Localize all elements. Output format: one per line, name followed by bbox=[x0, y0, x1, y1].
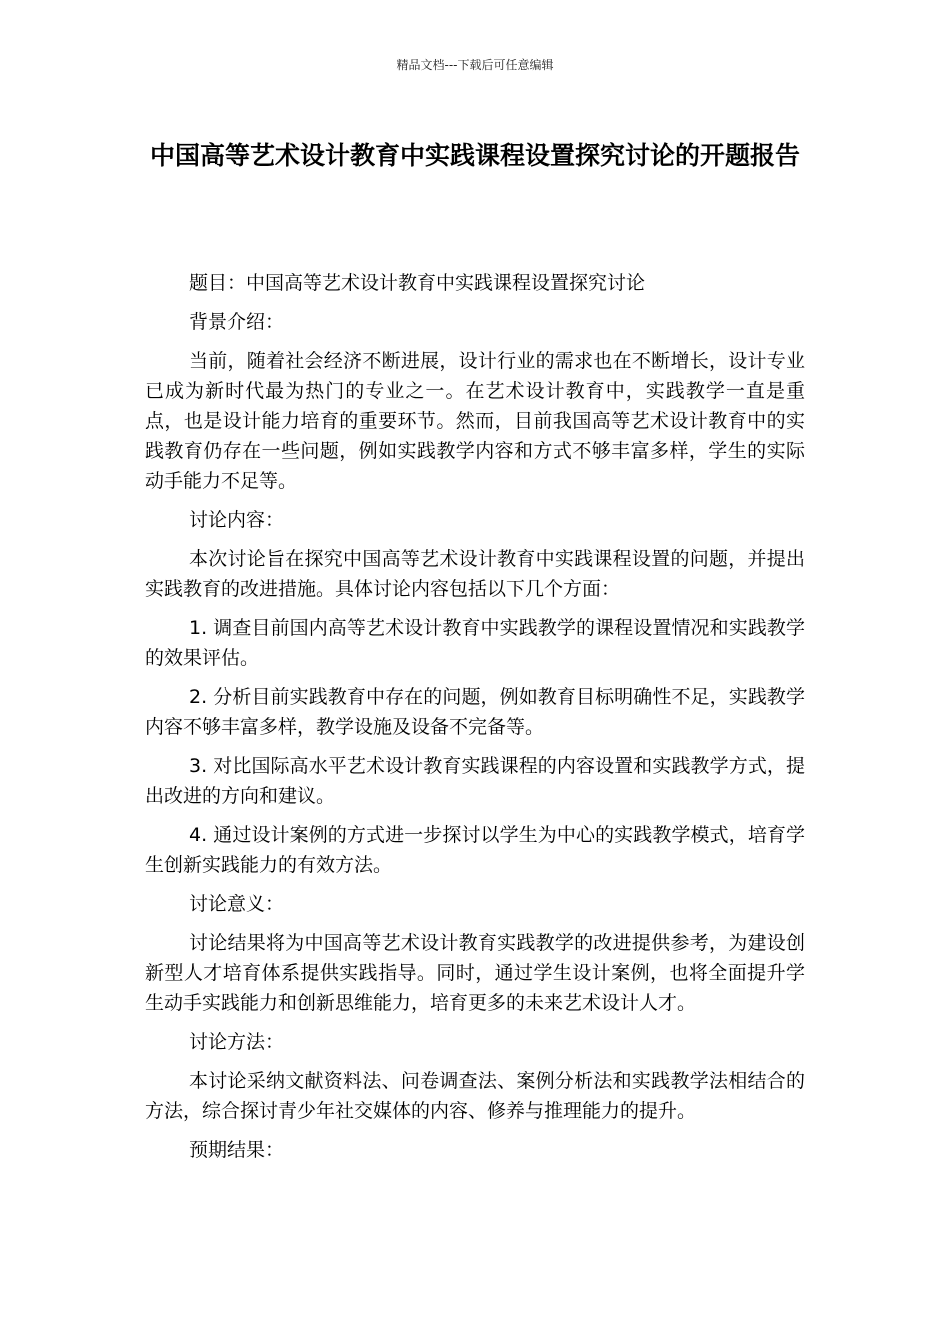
list-item-4: 4. 通过设计案例的方式进一步探讨以学生为中心的实践教学模式，培育学生创新实践能力的有效方法。 bbox=[145, 824, 805, 876]
discussion-content-heading: 讨论内容： bbox=[189, 509, 285, 531]
method-heading: 讨论方法： bbox=[189, 1031, 285, 1053]
list-item-3: 3. 对比国际高水平艺术设计教育实践课程的内容设置和实践教学方式，提出改进的方向和建议。 bbox=[145, 755, 805, 807]
header-note: 精品文档---下载后可任意编辑 bbox=[396, 58, 554, 72]
list-item-1: 1. 调查目前国内高等艺术设计教育中实践教学的课程设置情况和实践教学的效果评估。 bbox=[145, 617, 805, 669]
discussion-content-paragraph: 本次讨论旨在探究中国高等艺术设计教育中实践课程设置的问题，并提出实践教育的改进措施。具体讨论内容包括以下几个方面： bbox=[145, 548, 805, 600]
list-item-2: 2. 分析目前实践教育中存在的问题，例如教育目标明确性不足，实践教学内容不够丰富多样，教学设施及设备不完备等。 bbox=[145, 686, 805, 738]
expected-results-heading: 预期结果： bbox=[189, 1139, 285, 1161]
document-body bbox=[145, 268, 805, 1174]
method-paragraph: 本讨论采纳文献资料法、问卷调查法、案例分析法和实践教学法相结合的方法，综合探讨青少年社交媒体的内容、修养与推理能力的提升。 bbox=[145, 1070, 805, 1122]
topic-line: 题目：中国高等艺术设计教育中实践课程设置探究讨论 bbox=[189, 272, 646, 294]
document-title: 中国高等艺术设计教育中实践课程设置探究讨论的开题报告 bbox=[149, 141, 800, 170]
significance-paragraph: 讨论结果将为中国高等艺术设计教育实践教学的改进提供参考，为建设创新型人才培育体系提供实践指导。同时，通过学生设计案例，也将全面提升学生动手实践能力和创新思维能力，培育更多的未来艺术设计人才。 bbox=[145, 932, 805, 1014]
background-heading: 背景介绍： bbox=[189, 311, 285, 333]
significance-heading: 讨论意义： bbox=[189, 893, 285, 915]
background-paragraph: 当前，随着社会经济不断进展，设计行业的需求也在不断增长，设计专业已成为新时代最为热门的专业之一。在艺术设计教育中，实践教学一直是重点，也是设计能力培育的重要环节。然而，目前我国高等艺术设计教育中的实践教育仍存在一些问题，例如实践教学内容和方式不够丰富多样，学生的实际动手能力不足等。 bbox=[145, 350, 805, 492]
